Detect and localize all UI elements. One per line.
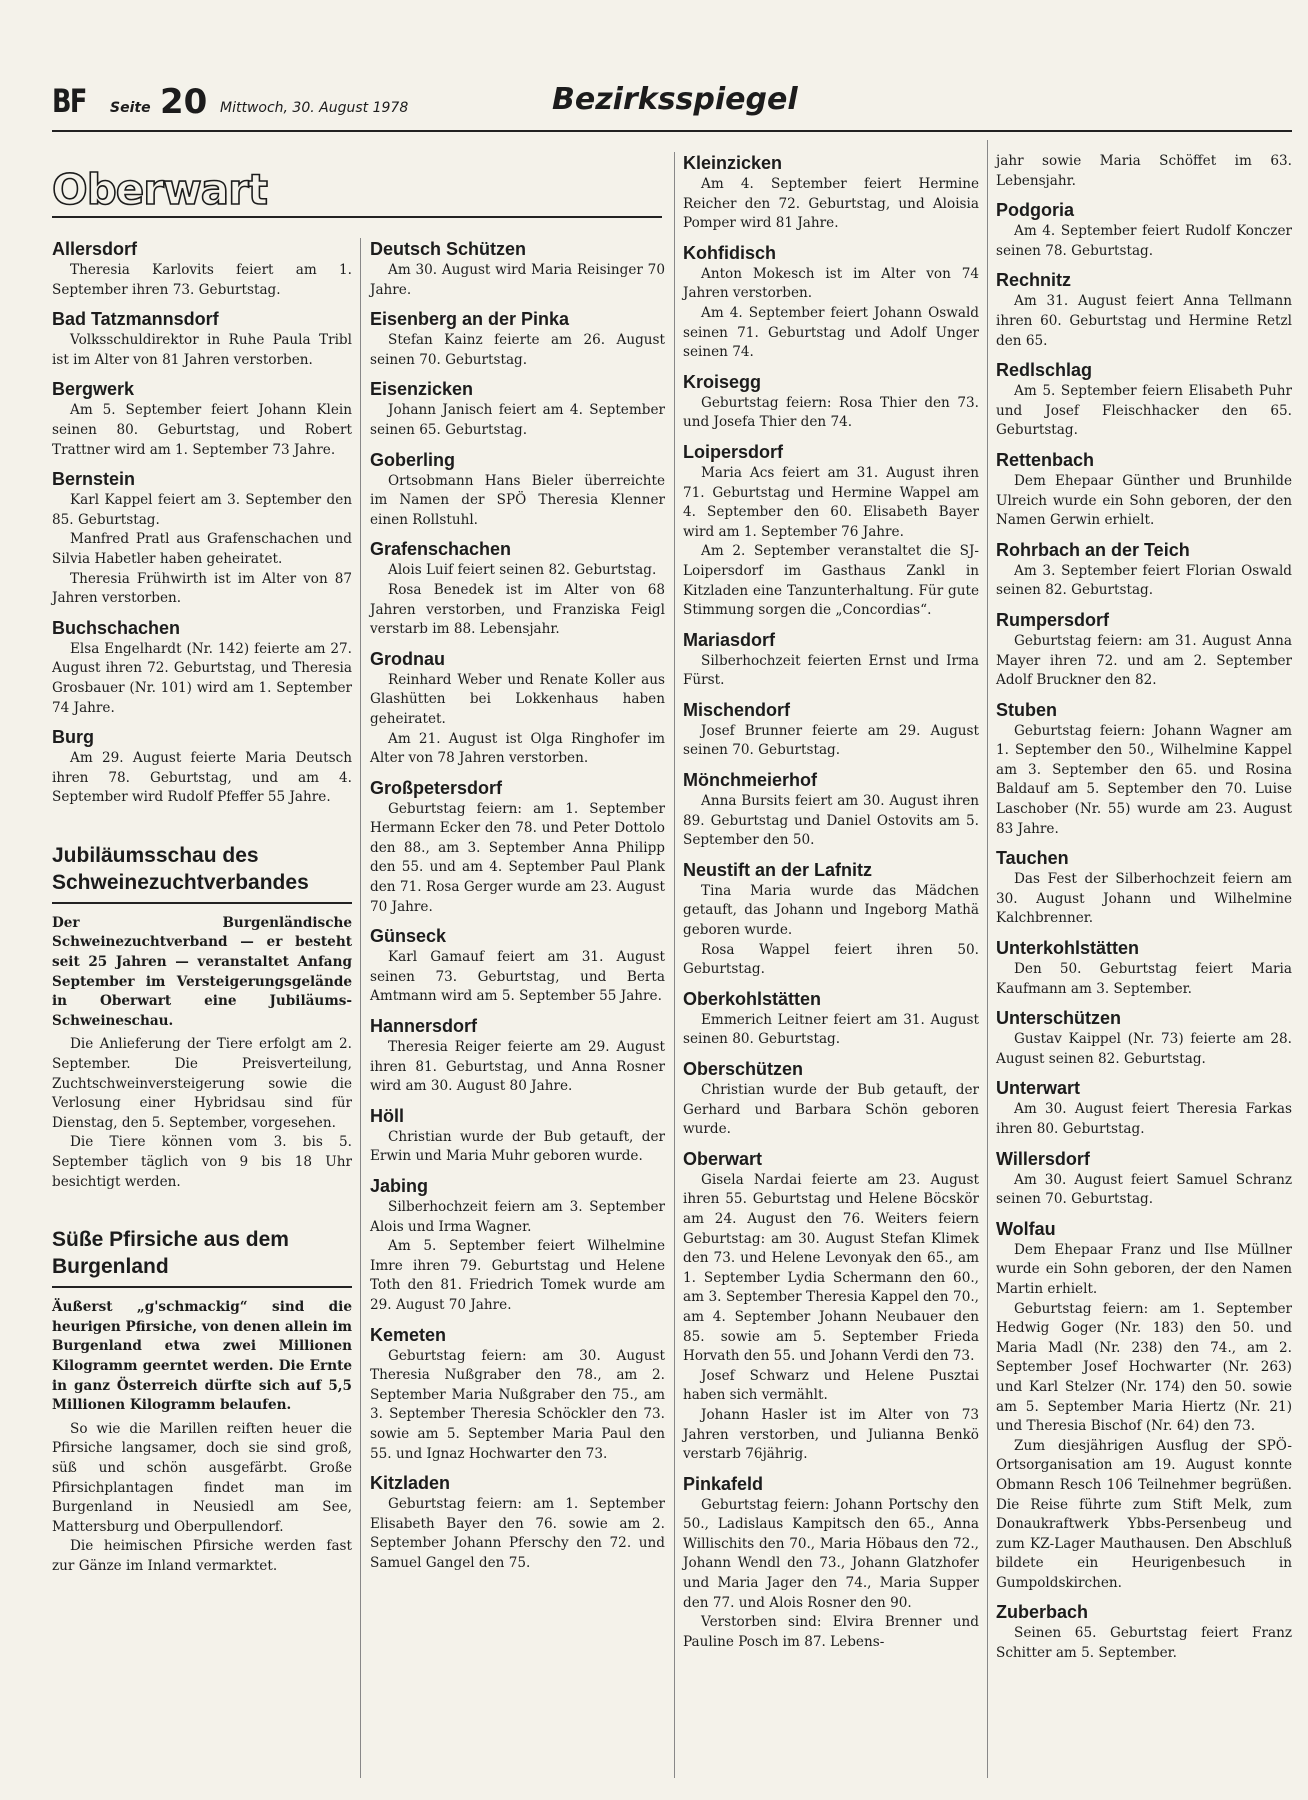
news-entry (370, 1015, 665, 1097)
place-heading: Bernstein (52, 469, 136, 490)
entry-text: Johann Hasler ist im Alter von 73 Jahren verstorben, und Julianna Benkö verstarb 76jährig. (683, 1406, 979, 1463)
entry-text: Manfred Pratl aus Grafenschachen und Silvia Habetler haben geheiratet. (52, 531, 352, 567)
news-entry (370, 925, 665, 1007)
news-entry (370, 648, 665, 769)
page-label: Seite (110, 100, 151, 116)
news-entry (52, 617, 352, 718)
entry-text: Am 30. August feiert Theresia Farkas ihren 80. Geburtstag. (996, 1101, 1292, 1137)
news-entry (370, 308, 665, 370)
region-title: Oberwart (52, 165, 267, 214)
news-entry (52, 238, 352, 300)
entry-text: Josef Brunner feierte am 29. August seinen 70. Geburtstag. (683, 722, 979, 759)
article-lead: Äußerst „g'schmackig“ sind die heurigen Pfirsiche, von denen allein im Burgenland etwa zwei Millionen Kilogramm geerntet werden. Die Ernte in ganz Österreich dürfte sich auf 5,5 Millionen Kilogramm belaufen. (52, 1299, 352, 1414)
place-heading: Kemeten (370, 1324, 447, 1345)
entry-text: Karl Gamauf feiert am 31. August seinen 73. Geburtstag, und Berta Amtmann wird am 5. September 55 Jahre. (370, 949, 665, 1005)
entry-text: Zum diesjährigen Ausflug der SPÖ-Ortsorganisation am 19. August konnte Obmann Resch 106 Teilnehmer begrüßen. Die Reise führte zum Stift Melk, zum Donaukraftwerk Ybbs-Persenbeug und zum KZ-Lager Mauthausen. Den Abschluß bildete ein Heurigenbesuch in Gumpoldskirchen. (996, 1437, 1292, 1591)
place-heading: Rechnitz (996, 270, 1072, 291)
news-entry (996, 1148, 1292, 1210)
column-1 (52, 238, 352, 1591)
column-divider (674, 152, 675, 1778)
place-heading: Kohfidisch (683, 242, 776, 263)
place-heading: Kroisegg (683, 371, 762, 392)
entry-text: Silberhochzeit feiern am 3. September Alois und Irma Wagner. (370, 1199, 665, 1235)
entry-text: Silberhochzeit feierten Ernst und Irma Fürst. (683, 652, 979, 689)
place-heading: Goberling (370, 449, 455, 470)
place-heading: Redlschlag (996, 360, 1093, 381)
article-text: So wie die Marillen reiften heuer die Pfirsiche langsamer, doch sie sind groß, süß und schön ausgefärbt. Große Pfirsichplantagen findet man im Burgenland in Neusiedl am See, Mattersburg und Oberpullendorf. (52, 1420, 352, 1535)
news-entry (996, 1601, 1292, 1663)
place-heading: Bergwerk (52, 379, 135, 400)
news-entry (996, 609, 1292, 691)
headline-rule (52, 1286, 352, 1288)
entry-text: Am 4. September feiert Rudolf Konczer seinen 78. Geburtstag. (996, 223, 1292, 259)
place-heading: Buchschachen (52, 617, 181, 638)
news-entry (996, 539, 1292, 601)
news-entry (683, 242, 979, 363)
place-heading: Rettenbach (996, 449, 1095, 470)
place-heading: Unterschützen (996, 1008, 1122, 1029)
entry-text: Am 21. August ist Olga Ringhofer im Alter von 78 Jahren verstorben. (370, 730, 665, 767)
news-entry (996, 699, 1292, 840)
entry-text: Alois Luif feiert seinen 82. Geburtstag. (388, 562, 657, 579)
place-heading: Großpetersdorf (370, 777, 503, 798)
news-entry (996, 1077, 1292, 1139)
news-entry (996, 937, 1292, 999)
news-entry (683, 769, 979, 851)
entry-text: Geburtstag feiern: Johann Portschy den 50., Ladislaus Kampitsch den 65., Anna Willischits den 70., Maria Höbaus den 72., Johann Wendl den 73., Johann Glatzhofer und Maria Jager den 74., Maria Supper den 77. und Alois Rosner den 90. (683, 1496, 979, 1611)
entry-text: Am 4. September feiert Hermine Reicher den 72. Geburtstag, und Aloisia Pomper wird 81 Jahre. (683, 176, 979, 232)
place-heading: Oberkohlstätten (683, 988, 822, 1009)
news-entry (683, 629, 979, 691)
place-heading: Tauchen (996, 848, 1069, 869)
place-heading: Pinkafeld (683, 1473, 764, 1494)
entry-text: Geburtstag feiern: am 31. August Anna Mayer ihren 72. und am 2. September Adolf Bruckner den 82. (996, 632, 1292, 689)
entry-text: Geburtstag feiern: Johann Wagner am 1. September den 50., Wilhelmine Kappel am 3. September den 65. und Rosina Baldauf am 5. September den 70. Luise Laschober (Nr. 55) wurde am 23. August 83 Jahre. (996, 722, 1292, 837)
column-2 (370, 238, 665, 1582)
entry-text: Am 3. September feiert Florian Oswald seinen 82. Geburtstag. (996, 562, 1292, 599)
news-entry (683, 441, 979, 621)
column-4 (996, 152, 1292, 1672)
entry-text: Geburtstag feiern: Rosa Thier den 73. und Josefa Thier den 74. (683, 394, 979, 431)
entry-text: Gustav Kaippel (Nr. 73) feierte am 28. August seinen 82. Geburtstag. (996, 1031, 1292, 1067)
article (52, 842, 352, 1192)
entry-text: Am 4. September feiert Johann Oswald seinen 71. Geburtstag und Adolf Unger seinen 74. (683, 304, 979, 361)
entry-text: Geburtstag feiern: am 1. September Elisabeth Bayer den 76. sowie am 2. September Johann Pferschy den 72. und Samuel Gangel den 75. (370, 1496, 665, 1571)
article-headline: Süße Pfirsiche aus dem Burgenland (52, 1228, 289, 1279)
entry-text: Christian wurde der Bub getauft, der Gerhard und Barbara Schön geboren wurde. (683, 1082, 979, 1138)
place-heading: Hannersdorf (370, 1016, 478, 1037)
place-heading: Neustift an der Lafnitz (683, 859, 873, 880)
region-rule (52, 216, 662, 218)
news-entry (370, 1175, 665, 1316)
entry-text: Anton Mokesch ist im Alter von 74 Jahren verstorben. (683, 265, 979, 302)
entry-text: Am 5. September feiern Elisabeth Puhr und Josef Fleischhacker den 65. Geburtstag. (996, 383, 1292, 439)
entry-text: Rosa Wappel feiert ihren 50. Geburtstag. (683, 941, 979, 978)
headline-rule (52, 902, 352, 904)
entry-text: Verstorben sind: Elvira Brenner und Pauline Posch im 87. Lebens- (683, 1614, 979, 1650)
entry-text: Am 5. September feiert Wilhelmine Imre ihren 79. Geburtstag und Helene Toth den 81. Friedrich Tomek wurde am 29. August 70 Jahre. (370, 1238, 665, 1313)
news-entry (370, 449, 665, 531)
news-entry (683, 699, 979, 761)
place-heading: Bad Tatzmannsdorf (52, 309, 219, 330)
column-1-articles (52, 842, 352, 1577)
place-heading: Mariasdorf (683, 629, 776, 650)
article (52, 1226, 352, 1576)
newspaper-logo: BF (52, 82, 86, 120)
entry-text: Dem Ehepaar Günther und Brunhilde Ulreich wurde ein Sohn geboren, der den Namen Gerwin erhielt. (996, 472, 1292, 529)
place-heading: Günseck (370, 926, 447, 947)
place-heading: Unterwart (996, 1078, 1081, 1099)
entry-text: Johann Janisch feiert am 4. September seinen 65. Geburtstag. (370, 402, 665, 438)
place-heading: Kitzladen (370, 1473, 451, 1494)
entry-text: Volksschuldirektor in Ruhe Paula Tribl ist im Alter von 81 Jahren verstorben. (52, 332, 352, 368)
entry-text: Emmerich Leitner feiert am 31. August seinen 80. Geburtstag. (683, 1011, 979, 1048)
entry-text: Am 30. August feiert Samuel Schranz seinen 70. Geburtstag. (996, 1171, 1292, 1208)
entry-text: Theresia Reiger feierte am 29. August ihren 81. Geburtstag, und Anna Rosner wird am 30. August 80 Jahre. (370, 1039, 665, 1095)
news-entry (52, 468, 352, 609)
entry-text: Rosa Benedek ist im Alter von 68 Jahren verstorben, und Franziska Feigl verstarb im 88. Lebensjahr. (370, 581, 665, 638)
place-heading: Jabing (370, 1176, 429, 1196)
column-3 (683, 152, 979, 1660)
news-entry (370, 538, 665, 639)
news-entry (683, 1148, 979, 1465)
entry-text: Am 31. August feiert Anna Tellmann ihren 60. Geburtstag und Hermine Retzl den 65. (996, 293, 1292, 349)
place-heading: Grodnau (370, 648, 445, 669)
entry-text: Das Fest der Silberhochzeit feiern am 30. August Johann und Wilhelmine Kalchbrenner. (996, 871, 1292, 927)
news-entry (683, 988, 979, 1050)
entry-text: Seinen 65. Geburtstag feiert Franz Schitter am 5. September. (996, 1625, 1292, 1662)
column-1-entries (52, 238, 352, 808)
place-heading: Grafenschachen (370, 539, 512, 560)
place-heading: Kleinzicken (683, 153, 783, 173)
place-heading: Willersdorf (996, 1148, 1090, 1169)
news-entry (683, 859, 979, 980)
news-entry (996, 199, 1292, 261)
news-entry (996, 1007, 1292, 1069)
entry-text: Geburtstag feiern: am 30. August Theresia Nußgraber den 78., am 2. September Maria Nußgraber den 75., am 3. September Theresia Schöckler den 73. sowie am 5. September Maria Paul den 55. und Ignaz Hochwarter den 73. (370, 1347, 665, 1462)
news-entry (370, 378, 665, 440)
entry-text: Stefan Kainz feierte am 26. August seinen 70. Geburtstag. (370, 332, 665, 368)
place-heading: Eisenzicken (370, 379, 474, 400)
news-entry (52, 726, 352, 808)
place-heading: Eisenberg an der Pinka (370, 309, 570, 330)
place-heading: Mischendorf (683, 699, 791, 720)
entry-text: Theresia Karlovits feiert am 1. September ihren 73. Geburtstag. (52, 262, 352, 298)
entry-text: Tina Maria wurde das Mädchen getauft, das Johann und Ingeborg Mathä geboren wurde. (683, 882, 979, 939)
place-heading: Oberwart (683, 1148, 763, 1169)
entry-text: Anna Bursits feiert am 30. August ihren 89. Geburtstag und Daniel Ostovits am 5. September den 50. (683, 793, 979, 849)
masthead (52, 82, 1292, 128)
place-heading: Unterkohlstätten (996, 938, 1140, 959)
news-entry (996, 1218, 1292, 1594)
article-text: Die Anlieferung der Tiere erfolgt am 2. September. Die Preisverteilung, Zuchtschweinversteigerung sowie die Verlosung einer Hybridsau sind für Dienstag, den 5. September, vorgesehen. (52, 1036, 352, 1131)
entry-text: Am 2. September veranstaltet die SJ-Loipersdorf im Gasthaus Zankl in Kitzladen eine Tanzunterhaltung. Für gute Stimmung sorgen die „Concordias“. (683, 543, 979, 619)
entry-text: Geburtstag feiern: am 1. September Hermann Ecker den 78. und Peter Dottolo den 88., am 3. September Anna Philipp den 55. und am 4. September Paul Plank den 71. Rosa Gerger wurde am 23. August 70 Jahre. (370, 800, 665, 915)
entry-text: Am 5. September feiert Johann Klein seinen 80. Geburtstag, und Robert Trattner wird am 1. September 73 Jahre. (52, 402, 352, 458)
news-entry (52, 378, 352, 460)
place-heading: Höll (370, 1105, 404, 1126)
article-text: Die heimischen Pfirsiche werden fast zur Gänze im Inland vermarktet. (52, 1538, 352, 1574)
place-heading: Allersdorf (52, 239, 138, 259)
place-heading: Deutsch Schützen (370, 239, 527, 259)
place-heading: Oberschützen (683, 1059, 804, 1079)
place-heading: Rumpersdorf (996, 609, 1110, 630)
place-heading: Zuberbach (996, 1602, 1089, 1623)
news-entry (370, 1105, 665, 1167)
continued-text: jahr sowie Maria Schöffet im 63. Lebensjahr. (996, 153, 1292, 189)
entry-text: Reinhard Weber und Renate Koller aus Glashütten bei Lokkenhaus haben geheiratet. (370, 671, 665, 727)
news-entry (996, 359, 1292, 441)
entry-text: Dem Ehepaar Franz und Ilse Müllner wurde ein Sohn geboren, der den Namen Martin erhielt. (996, 1241, 1292, 1297)
entry-text: Am 30. August wird Maria Reisinger 70 Jahre. (370, 262, 665, 298)
news-entry (52, 308, 352, 370)
entry-text: Karl Kappel feiert am 3. September den 85. Geburtstag. (52, 492, 352, 528)
entry-text: Gisela Nardai feierte am 23. August ihren 55. Geburtstag und Helene Böcskör am 24. August den 76. Weiters feiern Geburtstag: am 30. August Stefan Klimek den 73. und Helene Levonyak den 65., am 1. September Lydia Schermann den 60., am 3. September Theresia Kappel den 70., am 4. September Johann Neubauer den 85. sowie am 5. September Frieda Horvath den 55. und Johann Verdi den 73. (683, 1171, 979, 1365)
place-heading: Loipersdorf (683, 441, 784, 462)
entry-text: Geburtstag feiern: am 1. September Hedwig Goger (Nr. 183) den 50. und Maria Madl (Nr. 238) den 74., am 2. September Josef Hochwarter (Nr. 263) und Karl Stelzer (Nr. 174) den 50. sowie am 5. September Maria Hiertz (Nr. 21) und Theresia Bischof (Nr. 64) den 73. (996, 1300, 1292, 1435)
entry-text: Maria Acs feiert am 31. August ihren 71. Geburtstag und Hermine Wappel am 4. September den 60. Elisabeth Bayer wird am 1. September 76 Jahre. (683, 464, 979, 540)
news-entry (996, 269, 1292, 351)
place-heading: Wolfau (996, 1218, 1056, 1239)
entry-text: Ortsobmann Hans Bieler überreichte im Namen der SPÖ Theresia Klenner einen Rollstuhl. (370, 472, 665, 528)
column-divider (987, 140, 988, 1778)
news-entry (683, 1058, 979, 1140)
news-entry (370, 238, 665, 300)
place-heading: Podgoria (996, 200, 1075, 221)
news-entry (996, 449, 1292, 531)
place-heading: Rohrbach an der Teich (996, 539, 1190, 560)
place-heading: Burg (52, 727, 94, 748)
news-entry (370, 1472, 665, 1573)
column-divider (360, 238, 361, 1778)
article-headline: Jubiläumsschau des Schweinezuchtverbandes (52, 843, 309, 894)
entry-text: Christian wurde der Bub getauft, der Erwin und Maria Muhr geboren wurde. (370, 1128, 665, 1165)
article-lead: Der Burgenländische Schweinezuchtverband — er besteht seit 25 Jahren — veranstaltet Anfang September im Versteigerungsgelände in Oberwart eine Jubiläums-Schweineschau. (52, 914, 352, 1029)
news-entry (683, 371, 979, 433)
entry-text: Den 50. Geburtstag feiert Maria Kaufmann am 3. September. (996, 961, 1292, 997)
place-heading: Stuben (996, 699, 1057, 720)
news-entry (683, 152, 979, 234)
place-heading: Mönchmeierhof (683, 770, 818, 791)
news-entry (370, 777, 665, 918)
news-entry (996, 847, 1292, 929)
section-title: Bezirksspiegel (552, 82, 798, 117)
article-text: Die Tiere können vom 3. bis 5. September täglich von 9 bis 18 Uhr besichtigt werden. (52, 1134, 352, 1190)
entry-text: Theresia Frühwirth ist im Alter von 87 Jahren verstorben. (52, 570, 352, 607)
region-heading (52, 165, 652, 221)
entry-text: Am 29. August feierte Maria Deutsch ihren 78. Geburtstag, und am 4. September wird Rudolf Pfeffer 55 Jahre. (52, 750, 352, 806)
page-number: 20 (160, 82, 208, 122)
column-4-entries (996, 199, 1292, 1663)
entry-text: Elsa Engelhardt (Nr. 142) feierte am 27. August ihren 72. Geburtstag, und Theresia Grosbauer (Nr. 101) wird am 1. September 74 Jahre. (52, 640, 352, 716)
entry-text: Josef Schwarz und Helene Pusztai haben sich vermählt. (683, 1367, 979, 1404)
issue-date: Mittwoch, 30. August 1978 (220, 100, 409, 116)
header-rule (52, 130, 1292, 132)
news-entry (370, 1324, 665, 1465)
news-entry (683, 1473, 979, 1653)
